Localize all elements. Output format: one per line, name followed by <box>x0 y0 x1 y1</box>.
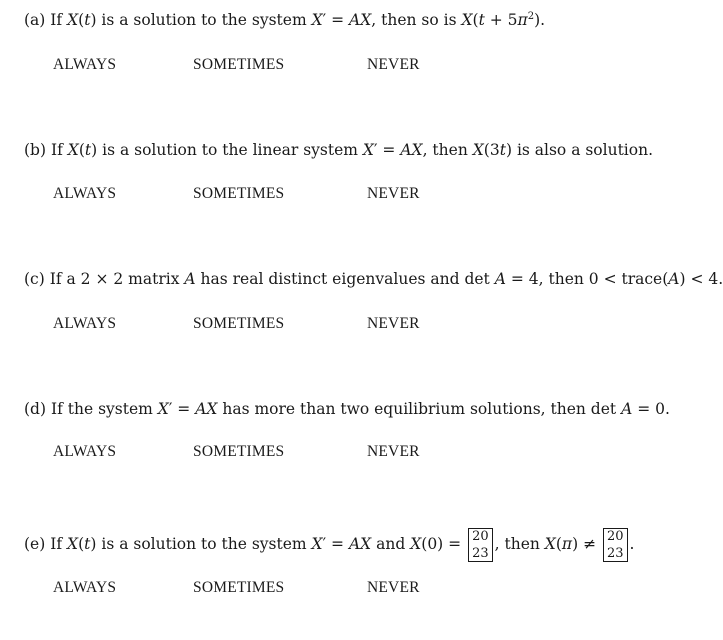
question-b: (b) If X(t) is a solution to the linear system X′ = AX, then X(3t) is also a solution. <box>24 141 654 159</box>
answer-options-b <box>0 185 700 205</box>
option-never-b[interactable]: NEVER <box>367 185 420 202</box>
question-a-label: (a) <box>24 11 46 30</box>
option-never-a[interactable]: NEVER <box>367 56 420 73</box>
answer-options-a <box>0 56 700 76</box>
option-sometimes-c[interactable]: SOMETIMES <box>193 315 285 332</box>
question-d-label: (d) <box>24 400 47 418</box>
question-b-label: (b) <box>24 141 47 159</box>
question-c-label: (c) <box>24 270 45 288</box>
option-sometimes-b[interactable]: SOMETIMES <box>193 185 285 202</box>
option-always-c[interactable]: ALWAYS <box>53 315 117 332</box>
option-sometimes-d[interactable]: SOMETIMES <box>193 443 285 460</box>
question-d: (d) If the system X′ = AX has more than two equilibrium solutions, then det A = 0. <box>24 400 670 418</box>
option-always-e[interactable]: ALWAYS <box>53 579 117 596</box>
option-always-b[interactable]: ALWAYS <box>53 185 117 202</box>
question-a: (a) If X(t) is a solution to the system X′ = AX, then so is $X(t + 5\pi^2)$. <box>24 11 546 30</box>
option-always-d[interactable]: ALWAYS <box>53 443 117 460</box>
option-sometimes-a[interactable]: SOMETIMES <box>193 56 285 73</box>
answer-options-d <box>0 443 700 463</box>
option-sometimes-e[interactable]: SOMETIMES <box>193 579 285 596</box>
initial-vector: 20 23 <box>468 528 493 562</box>
answer-options-c <box>0 315 700 335</box>
option-always-a[interactable]: ALWAYS <box>53 56 117 73</box>
target-vector: 20 23 <box>603 528 628 562</box>
question-e-label: (e) <box>24 535 46 553</box>
answer-options-e <box>0 579 700 599</box>
option-never-c[interactable]: NEVER <box>367 315 420 332</box>
question-e: (e) If X(t) is a solution to the system X′ = AX and X(0) = 20 23 , then X(π) ≠ 20 23 . <box>24 529 635 561</box>
question-c: (c) If a 2 × 2 matrix A has real distinct eigenvalues and det A = 4, then 0 < trace(A) < 4. <box>24 270 723 288</box>
option-never-d[interactable]: NEVER <box>367 443 420 460</box>
option-never-e[interactable]: NEVER <box>367 579 420 596</box>
